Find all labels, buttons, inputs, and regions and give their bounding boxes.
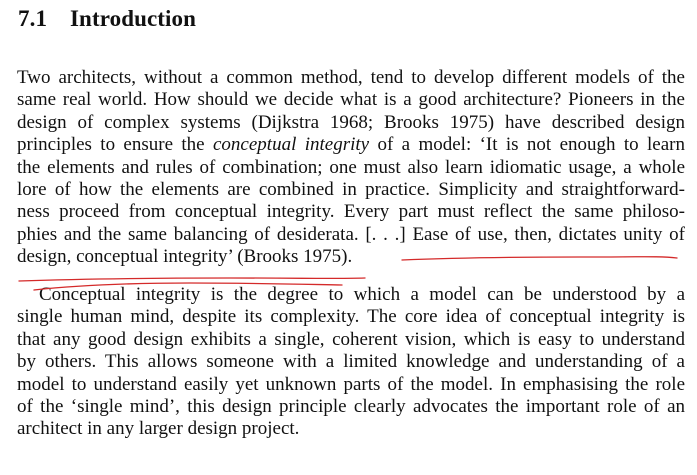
text-line: that any good design exhibits a single, coherent vision, which is easy to understand [17, 328, 685, 350]
emphasis-term: conceptual integrity [212, 134, 370, 156]
text-segment: principles to ensure the [17, 134, 213, 156]
text-line: Conceptual integrity is the degree to which a model can be understood by a [39, 284, 685, 305]
text-line: model to understand easily yet unknown parts of the model. In emphasising the role [17, 373, 685, 395]
text-line: single human mind, despite its complexity. The core idea of conceptual integrity is [17, 306, 685, 328]
paragraph-2 [17, 284, 685, 441]
underline-stroke-2 [19, 278, 365, 281]
text-line: lore of how the elements are combined in practice. Simplicity and straightforward- [17, 179, 685, 201]
section-title: Introduction [70, 6, 197, 31]
text-line: architect in any larger design project. [17, 418, 300, 440]
text-line: ness proceed from conceptual integrity. Every part must reflect the same philoso- [17, 201, 685, 223]
text-line: design, conceptual integrity’ (Brooks 1975). [17, 246, 353, 268]
text-line: phies and the same balancing of desiderata. [. . .] Ease of use, then, dictates unity of [17, 223, 685, 245]
text-line: same real world. How should we decide what is a good architecture? Pioneers in the [17, 89, 685, 111]
text-segment: of a model: ‘It is not enough to learn [369, 134, 685, 156]
text-line: Two architects, without a common method, tend to develop different models of the [17, 67, 685, 88]
text-line: design of complex systems (Dijkstra 1968; Brooks 1975) have described design [17, 111, 685, 133]
section-heading [18, 6, 196, 32]
text-line: of the ‘single mind’, this design principle clearly advocates the important role of an [17, 396, 685, 418]
section-number: 7.1 [18, 6, 48, 31]
text-line: by others. This allows someone with a limited knowledge and understanding of a [17, 351, 685, 373]
text-line [17, 134, 685, 156]
paragraph-1 [17, 67, 685, 269]
text-line: the elements and rules of combination; one must also learn idiomatic usage, a whole [17, 156, 685, 178]
